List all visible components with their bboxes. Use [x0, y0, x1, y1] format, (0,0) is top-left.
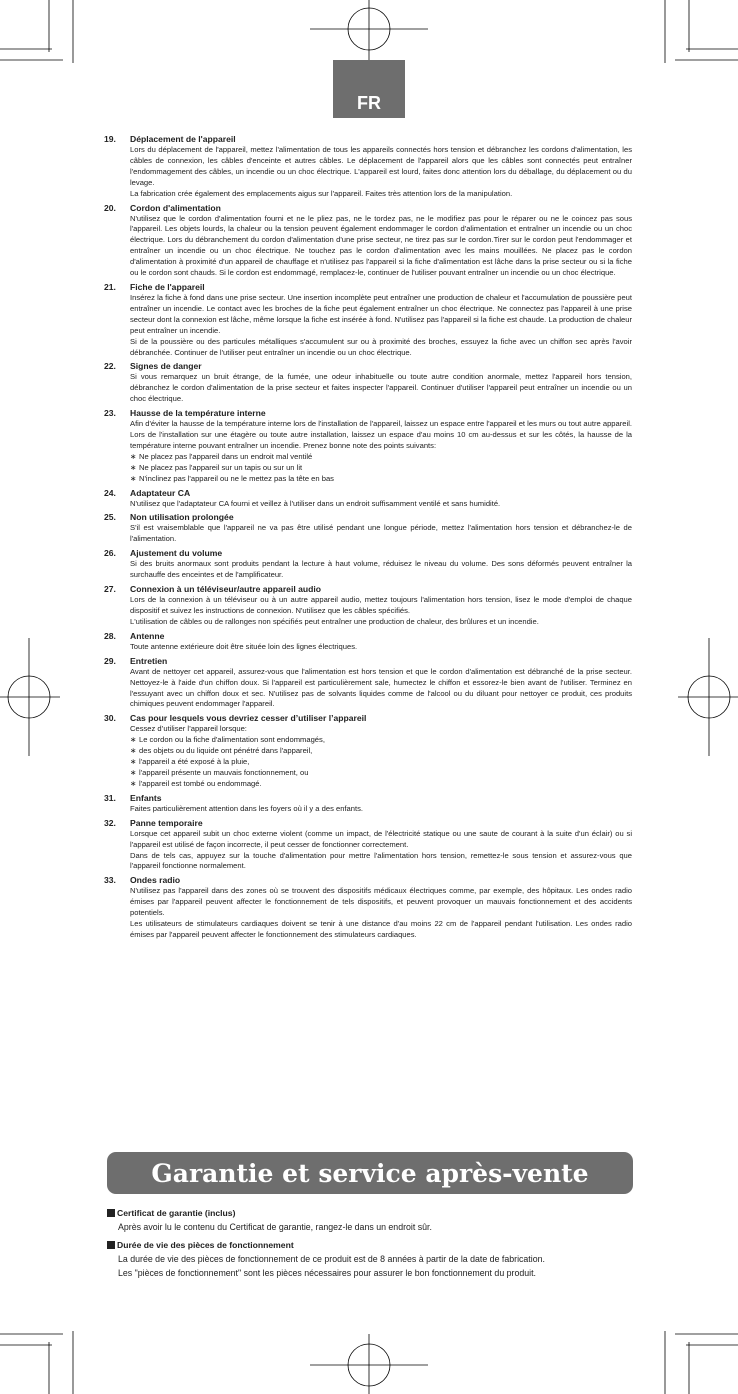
section-title: Cas pour lesquels vous devriez cesser d’utiliser l’appareil	[130, 713, 367, 724]
section-heading	[104, 408, 632, 419]
section-heading	[104, 631, 632, 642]
section-paragraph: Toute antenne extérieure doit être située loin des lignes électriques.	[130, 641, 358, 651]
bullet-icon: ∗	[130, 778, 137, 788]
section-title: Entretien	[130, 655, 168, 666]
section-body	[130, 642, 632, 653]
section-heading	[104, 282, 632, 293]
warranty-item-heading	[107, 1207, 633, 1219]
section-item	[104, 584, 632, 628]
section-item	[104, 361, 632, 405]
bullet-item	[130, 768, 632, 779]
warranty-item-body	[118, 1253, 633, 1279]
section-paragraph: Insérez la fiche à fond dans une prise secteur. Une insertion incomplète peut entraîner une production de chaleur et l'accumulation de poussière peut entraîner un incendie. Le contact avec les broches de la fiche peut également entraîner un choc électrique. Ne connectez pas l'appareil à une prise secteur dont la connexion est lâche, même lorsque la fiche est insérée à fond. N'utilisez pas l'appareil si la fiche est chaude. La production de chaleur peut entraîner un incendie.	[130, 292, 632, 335]
section-heading	[104, 713, 632, 724]
bullet-text: l'appareil a été exposé à la pluie,	[139, 757, 250, 767]
section-number: 20.	[104, 202, 116, 213]
section-heading	[104, 584, 632, 595]
section-heading	[104, 793, 632, 804]
bullet-item	[130, 779, 632, 790]
section-title: Antenne	[130, 630, 165, 641]
language-tab: FR	[333, 60, 405, 118]
section-body	[130, 595, 632, 628]
bullet-icon: ∗	[130, 735, 137, 745]
bullet-icon: ∗	[130, 462, 137, 472]
section-number: 27.	[104, 584, 116, 595]
warranty-item	[107, 1239, 633, 1279]
section-item	[104, 548, 632, 581]
warranty-item-body	[118, 1221, 633, 1233]
section-paragraph: N'utilisez que le cordon d'alimentation fourni et ne le pliez pas, ne le tordez pas, ne le modifiez pas pour le réparer ou ne le coincez pas sous l'appareil. Les objets lourds, la chaleur ou la tension peuvent également endommager le cordon d'alimentation et entraîner un incendie ou un choc électrique. Lors du débranchement du cordon d'alimentation d'une prise secteur, ne tirez pas sur le cordon.Tirer sur le cordon peut l'endommager et entraîner un incendie ou un choc électrique. Ne touchez pas le cordon d'alimentation avec les mains mouillées. Ne placez pas le cordon d'alimentation à proximité d'un appareil de chauffage et n'utilisez pas l'appareil si la fiche d'alimentation est lâche dans la prise secteur ou si la fiche ou le cordon sont chauds. Si le cordon est endommagé, remplacez-le, continuer de l'utiliser pouvant entraîner un incendie ou un choc électrique.	[130, 213, 632, 278]
warranty-paragraph: Les "pièces de fonctionnement" sont les pièces nécessaires pour assurer le bon fonctionnement du produit.	[118, 1268, 536, 1278]
section-number: 30.	[104, 713, 116, 724]
section-title: Hausse de la température interne	[130, 408, 266, 419]
section-body	[130, 886, 632, 941]
section-item	[104, 875, 632, 941]
bullet-item	[130, 746, 632, 757]
warranty-paragraph: Après avoir lu le contenu du Certificat de garantie, rangez-le dans un endroit sûr.	[118, 1222, 432, 1232]
section-heading	[104, 875, 632, 886]
section-number: 23.	[104, 408, 116, 419]
section-heading	[104, 203, 632, 214]
section-number: 26.	[104, 548, 116, 559]
section-number: 31.	[104, 792, 116, 803]
section-item	[104, 203, 632, 279]
bullet-icon: ∗	[130, 473, 137, 483]
section-paragraph: Lors de la connexion à un téléviseur ou à un autre appareil audio, mettez toujours l'alimentation hors tension, lisez le mode d'emploi de chaque dispositif et suivez les instructions de connexion. N'utilisez que les câbles spécifiés.	[130, 595, 632, 615]
section-body	[130, 499, 632, 510]
bullet-text: des objets ou du liquide ont pénétré dans l'appareil,	[139, 746, 313, 756]
section-item	[104, 793, 632, 815]
bullet-text: l'appareil est tombé ou endommagé.	[139, 778, 262, 788]
square-bullet-icon	[107, 1241, 115, 1249]
bullet-item	[130, 735, 632, 746]
section-heading	[104, 512, 632, 523]
section-paragraph: Lors du déplacement de l'appareil, mettez l'alimentation de tous les appareils connectés hors tension et débranchez les cordons d'alimentation, les câbles de connexion, les câbles d'enceinte et autres câbles. Le déplacement de l'appareil alors que les câbles sont connectés peut entraîner l'endommagement des câbles, un incendie ou un choc électrique. L'appareil est lourd, faites donc attention lors du déballage, du déplacement ou du levage.	[130, 145, 632, 187]
section-heading	[104, 548, 632, 559]
bullet-icon: ∗	[130, 757, 137, 767]
warranty-banner-title: Garantie et service après-vente	[151, 1158, 589, 1188]
section-body	[130, 667, 632, 711]
section-paragraph: L'utilisation de câbles ou de rallonges non spécifiés peut entraîner une production de chaleur, des brûlures et un incendie.	[130, 616, 539, 626]
section-item	[104, 713, 632, 789]
section-title: Signes de danger	[130, 361, 202, 372]
warranty-item-heading	[107, 1239, 633, 1251]
section-number: 24.	[104, 487, 116, 498]
section-title: Cordon d'alimentation	[130, 202, 221, 213]
section-heading	[104, 134, 632, 145]
section-paragraph: Lorsque cet appareil subit un choc externe violent (comme un impact, de l'électricité statique ou une saute de courant à la suite d'un éclair) ou si l'appareil est utilisé de façon incorrecte, il peut cesser de fonctionner correctement.	[130, 828, 632, 849]
section-title: Panne temporaire	[130, 817, 203, 828]
section-body	[130, 145, 632, 200]
section-paragraph: La fabrication crée également des emplacements aigus sur l'appareil. Faites très attention lors de la manipulation.	[130, 188, 513, 198]
section-item	[104, 134, 632, 200]
section-paragraph: Afin d'éviter la hausse de la température interne lors de l'installation de l'appareil, laissez un espace entre l'appareil et les murs ou tout autre appareil. Lors de l'installation sur une étagère ou toute autre installation, laissez un espace d'au moins 10 cm au-dessus et sur les côtés, la hausse de la température interne pouvant entraîner un incendie. Prenez bonne note des points suivants:	[130, 419, 632, 450]
safety-instructions	[104, 134, 632, 944]
section-item	[104, 818, 632, 873]
section-number: 29.	[104, 655, 116, 666]
section-title: Non utilisation prolongée	[130, 512, 234, 523]
section-body	[130, 559, 632, 581]
section-title: Enfants	[130, 792, 162, 803]
bullet-item	[130, 757, 632, 768]
section-paragraph: Les utilisateurs de stimulateurs cardiaques doivent se tenir à une distance d'au moins 22 cm de l'appareil pendant l'utilisation. Les ondes radio émises par l'appareil peuvent affecter le fonctionnement des stimulateurs cardiaques.	[130, 919, 632, 939]
section-paragraph: Si vous remarquez un bruit étrange, de la fumée, une odeur inhabituelle ou toute autre condition anormale, mettez l'appareil hors tension, débranchez le cordon d'alimentation de la prise secteur et faites inspecter l'appareil. Continuer d'utiliser l'appareil peut entraîner un incendie ou un choc électrique.	[130, 372, 632, 404]
section-number: 21.	[104, 281, 116, 292]
section-paragraph: Faites particulièrement attention dans les foyers où il y a des enfants.	[130, 803, 363, 813]
section-paragraph: Dans de tels cas, appuyez sur la touche d'alimentation pour mettre l'alimentation hors tension, remettez-le sous tension et assurez-vous que l'appareil fonctionne normalement.	[130, 850, 632, 871]
section-number: 22.	[104, 361, 116, 372]
section-item	[104, 488, 632, 510]
section-heading	[104, 656, 632, 667]
section-item	[104, 631, 632, 653]
section-body	[130, 372, 632, 405]
warranty-paragraph: La durée de vie des pièces de fonctionnement de ce produit est de 8 années à partir de la date de fabrication.	[118, 1254, 545, 1264]
section-paragraph: Si de la poussière ou des particules métalliques s'accumulent sur ou à proximité des broches, essuyez la fiche avec un chiffon sec après l'avoir débranchée. Continuer de l'utiliser peut entraîner un incendie ou un choc électrique.	[130, 336, 632, 357]
section-body	[130, 724, 632, 789]
warranty-item	[107, 1207, 633, 1233]
warranty-item-title: Durée de vie des pièces de fonctionnement	[117, 1240, 294, 1250]
section-title: Ajustement du volume	[130, 548, 223, 559]
section-title: Déplacement de l'appareil	[130, 134, 236, 144]
section-paragraph: N'utilisez pas l'appareil dans des zones où se trouvent des dispositifs médicaux électriques comme, par exemple, des hôpitaux. Les ondes radio émises par l'appareil peuvent affecter le fonctionnement de tels dispositifs, et peuvent provoquer un mauvais fonctionnement et des accidents potentiels.	[130, 886, 632, 918]
section-item	[104, 282, 632, 358]
section-heading	[104, 361, 632, 372]
section-item	[104, 512, 632, 545]
square-bullet-icon	[107, 1209, 115, 1217]
bullet-text: Ne placez pas l'appareil dans un endroit mal ventilé	[139, 451, 313, 461]
section-body	[130, 523, 632, 545]
bullet-icon: ∗	[130, 767, 137, 777]
section-title: Fiche de l'appareil	[130, 281, 205, 292]
section-title: Adaptateur CA	[130, 487, 191, 498]
section-item	[104, 656, 632, 711]
section-number: 33.	[104, 875, 116, 886]
bullet-item	[130, 474, 632, 485]
bullet-text: N'inclinez pas l'appareil ou ne le mettez pas la tête en bas	[139, 473, 334, 483]
section-body	[130, 293, 632, 358]
section-number: 28.	[104, 630, 116, 641]
section-title: Ondes radio	[130, 875, 181, 886]
section-body	[130, 804, 632, 815]
section-body	[130, 419, 632, 484]
section-paragraph: Avant de nettoyer cet appareil, assurez-vous que l'alimentation est hors tension et que le cordon d'alimentation est débranché de la prise secteur. Nettoyez-le à l'aide d'un chiffon doux. Si l'appareil est particulièrement sale, humectez le chiffon et essorez-le bien avant de l'utiliser. Terminez en l'essuyant avec un chiffon doux et sec. N'utilisez pas de solvants liquides comme de l'alcool ou du diluant pour nettoyer ce produit, ces produits chimiques peuvent endommager l'appareil.	[130, 666, 632, 709]
section-body	[130, 829, 632, 873]
warranty-section	[107, 1207, 633, 1285]
section-paragraph: N'utilisez que l'adaptateur CA fourni et veillez à l'utiliser dans un endroit suffisamment ventilé et sans humidité.	[130, 498, 501, 508]
section-paragraph: S'il est vraisemblable que l'appareil ne va pas être utilisé pendant une longue période, mettez l'alimentation hors tension et débranchez-le de l'alimentation.	[130, 523, 632, 544]
section-paragraph: Cessez d’utiliser l’appareil lorsque:	[130, 724, 247, 734]
section-number: 32.	[104, 817, 116, 828]
warranty-banner	[107, 1152, 633, 1194]
section-title: Connexion à un téléviseur/autre appareil audio	[130, 584, 322, 595]
section-paragraph: Si des bruits anormaux sont produits pendant la lecture à haut volume, réduisez le niveau du volume. Des sons déformés peuvent entraîner la surchauffe des enceintes et de l'amplificateur.	[130, 559, 632, 580]
bullet-text: l'appareil présente un mauvais fonctionnement, ou	[139, 767, 309, 777]
section-body	[130, 214, 632, 279]
bullet-text: Le cordon ou la fiche d'alimentation sont endommagés,	[139, 735, 325, 745]
bullet-text: Ne placez pas l'appareil sur un tapis ou sur un lit	[139, 462, 303, 472]
section-number: 25.	[104, 512, 116, 523]
bullet-icon: ∗	[130, 451, 137, 461]
warranty-item-title: Certificat de garantie (inclus)	[117, 1208, 236, 1218]
section-heading	[104, 818, 632, 829]
section-heading	[104, 488, 632, 499]
bullet-item	[130, 463, 632, 474]
bullet-item	[130, 452, 632, 463]
section-number: 19.	[104, 134, 116, 144]
section-item	[104, 408, 632, 484]
bullet-icon: ∗	[130, 746, 137, 756]
